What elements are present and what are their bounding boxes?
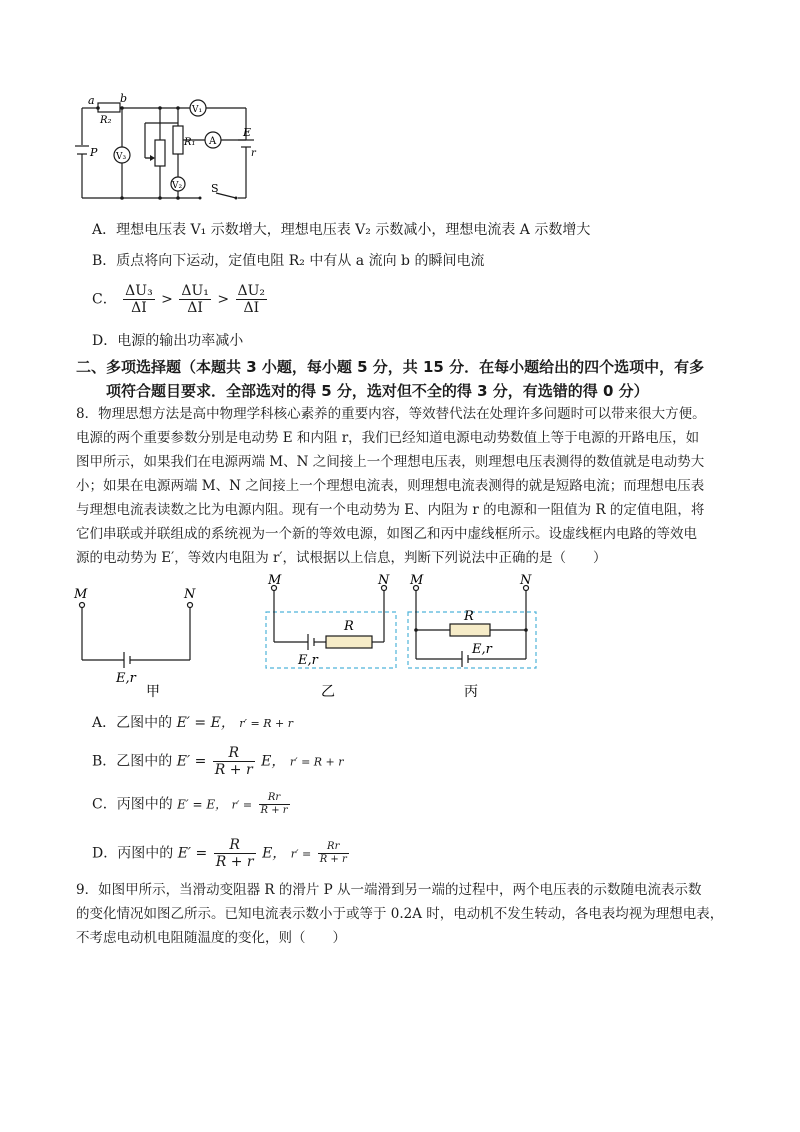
q7-option-c[interactable] [92,283,269,316]
gt-sign: > [217,291,230,308]
label-e: E [243,126,252,139]
fig-bing-er: E,r [472,642,492,657]
fig-jia-er: E,r [116,671,136,686]
q8-line-2: 电源的两个重要参数分别是电动势 E 和内阻 r，我们已经知道电源电动势数值上等于电源的开路电压，如 [76,430,700,446]
q8-option-b-resistance: r′ = R + r [289,755,344,769]
q8-option-d-label: D．丙图中的 [92,845,174,862]
q9-line-2: 的变化情况如图乙所示。已知电流表示数小于或等于 0.2A 时，电动机不发生转动，各电表均视为理想电表， [76,906,724,922]
q7-option-d[interactable]: D．电源的输出功率减小 [92,333,244,349]
label-v1: V₁ [192,105,203,115]
q8-option-d-emf-tail: E， [262,845,287,862]
q8-option-b-fraction: $\frac{R}{R + r}$ [214,745,253,778]
fig-yi-m: M [268,573,282,588]
q7-option-b[interactable]: B．质点将向下运动，定值电阻 R₂ 中有从 a 流向 b 的瞬间电流 [92,253,485,269]
label-r2: R₂ [100,115,112,126]
q8-option-d-resistance: r′ = [290,847,312,861]
q8-line-5: 与理想电流表读数之比为电源内阻。现有一个电动势为 E、内阻为 r 的电源和一阻值为 R 的定值电阻，将 [76,502,705,518]
q8-option-a-emf: E′ = E， [176,715,235,731]
q8-option-b[interactable] [92,745,344,778]
q7-option-a[interactable]: A．理想电压表 V₁ 示数增大，理想电压表 V₂ 示数减小，理想电流表 A 示数增大 [92,222,591,238]
fig-jia-n: N [184,587,196,602]
q8-option-c-fraction: $\frac{Rr}{R + r}$ [260,792,288,816]
q8-option-c-emf: E′ = E， [177,797,228,812]
label-a-meter: A [209,136,217,147]
fig-bing-n: N [520,573,532,588]
fig-yi-caption: 乙 [321,684,335,700]
q8-option-a[interactable] [92,712,293,732]
q7-fraction-du2: $\frac{\text{ΔU₂}}{\Delta I}$ [237,283,266,316]
q8-option-c[interactable] [92,792,292,817]
q8-option-c-label: C．丙图中的 [92,796,173,813]
label-p: P [90,146,98,159]
label-v2: V₂ [172,181,183,191]
label-a: a [88,94,95,107]
fig-jia-caption: 甲 [146,684,160,700]
q9-line-1: 9．如图甲所示，当滑动变阻器 R 的滑片 P 从一端滑到另一端的过程中，两个电压表的示数随电流表示数 [76,882,702,898]
q8-option-d-emf: E′ = [177,845,208,862]
q8-line-7: 源的电动势为 E′，等效内电阻为 r′，试根据以上信息，判断下列说法中正确的是（ ） [76,550,607,566]
q8-option-d[interactable] [92,837,351,870]
q8-line-4: 小；如果在电源两端 M、N 之间接上一个理想电流表，则理想电流表测得的就是短路电流；而理想电压表 [76,478,705,494]
fig-bing-caption: 丙 [464,684,478,700]
q8-option-b-emf: E′ = [176,753,207,770]
fig-jia-m: M [74,587,88,602]
q8-figures [60,572,550,707]
q8-line-6: 它们串联或并联组成的系统视为一个新的等效电源，如图乙和丙中虚线框所示。设虚线框内电路的等效电 [76,526,697,542]
q9-line-3: 不考虑电动机电阻随温度的变化，则（ ） [76,930,346,946]
fig-yi-er: E,r [298,653,318,668]
fig-bing-m: M [410,573,424,588]
q7-fraction-du1: $\frac{\text{ΔU₁}}{\Delta I}$ [181,283,209,316]
q8-line-1: 8．物理思想方法是高中物理学科核心素养的重要内容，等效替代法在处理许多问题时可以带来很大方便。 [76,406,706,422]
q8-option-b-label: B．乙图中的 [92,753,173,770]
fig-yi-n: N [378,573,390,588]
q7-circuit-diagram [60,90,260,205]
q8-option-c-resistance: r′ = [231,798,253,812]
label-r1: R₁ [184,137,196,148]
fig-yi-r: R [344,619,354,634]
section-2-heading-line2: 项符合题目要求．全部选对的得 5 分，选对但不全的得 3 分，有选错的得 0 分） [106,382,649,400]
gt-sign: > [161,291,173,308]
q7-fraction-du3: $\frac{\text{ΔU₃}}{\Delta I}$ [125,283,153,316]
section-2-heading-line1: 二、多项选择题（本题共 3 小题，每小题 5 分，共 15 分．在每小题给出的四个选项中，有多 [76,358,705,376]
q8-option-d-r-fraction: $\frac{Rr}{R + r}$ [319,841,347,865]
q7-option-c-label: C． [92,291,117,308]
label-b: b [120,92,128,105]
q8-option-b-emf-tail: E， [261,753,286,770]
q8-option-d-fraction: $\frac{R}{R + r}$ [215,837,254,870]
q8-option-a-resistance: r′ = R + r [239,717,293,730]
label-r: r [251,148,256,159]
q8-option-a-label: A．乙图中的 [92,715,173,731]
q8-line-3: 图甲所示，如果我们在电源两端 M、N 之间接上一个理想电压表，则理想电压表测得的数值就是电动势大 [76,454,705,470]
fig-bing-r: R [464,609,474,624]
label-s: S [211,182,219,195]
label-v3: V₃ [116,152,127,162]
